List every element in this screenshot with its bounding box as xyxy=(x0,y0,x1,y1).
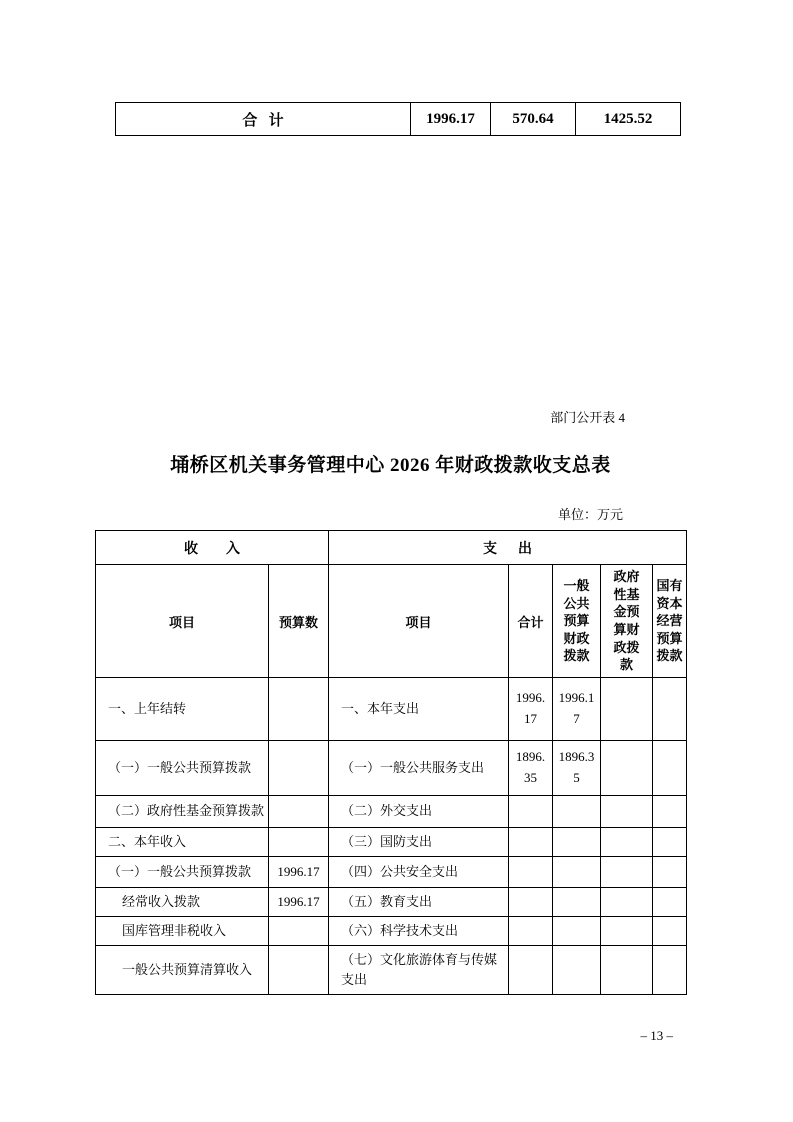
income-budget-cell xyxy=(269,828,329,857)
income-budget-cell xyxy=(269,917,329,946)
state-capital-cell xyxy=(653,946,687,995)
budget-table xyxy=(95,530,687,995)
expense-total-cell xyxy=(509,888,553,917)
expense-item-cell: （七）文化旅游体育与传媒支出 xyxy=(329,946,509,995)
income-budget-cell xyxy=(269,741,329,796)
income-budget-cell: 1996.17 xyxy=(269,857,329,888)
expense-item-cell: （四）公共安全支出 xyxy=(329,857,509,888)
table-note: 部门公开表 4 xyxy=(550,410,625,425)
income-item-cell: （一）一般公共预算拨款 xyxy=(96,857,269,888)
table-row xyxy=(96,741,687,796)
table-row xyxy=(96,828,687,857)
table-row xyxy=(96,678,687,741)
general-budget-cell: 1896.35 xyxy=(553,741,601,796)
state-capital-cell xyxy=(653,828,687,857)
income-budget-cell xyxy=(269,946,329,995)
general-budget-cell xyxy=(553,917,601,946)
expense-total-cell: 1896.35 xyxy=(509,741,553,796)
gov-fund-cell xyxy=(601,888,653,917)
general-budget-cell: 1996.17 xyxy=(553,678,601,741)
income-item-cell: 一般公共预算清算收入 xyxy=(96,946,269,995)
gov-fund-cell xyxy=(601,828,653,857)
income-budget-cell xyxy=(269,678,329,741)
page-number: – 13 – xyxy=(640,1028,673,1043)
income-item-cell: 经常收入拨款 xyxy=(96,888,269,917)
table-row xyxy=(96,857,687,888)
gov-fund-cell xyxy=(601,857,653,888)
income-item-cell: （一）一般公共预算拨款 xyxy=(96,741,269,796)
expense-total-cell: 1996.17 xyxy=(509,678,553,741)
table-row xyxy=(116,103,681,136)
gov-fund-budget-header: 政府性基金预算财政拨款 xyxy=(601,565,653,678)
carryover-total-table xyxy=(115,102,681,136)
gov-fund-cell xyxy=(601,678,653,741)
gov-fund-cell xyxy=(601,741,653,796)
state-capital-budget-header: 国有资本经营预算拨款 xyxy=(653,565,687,678)
expense-total-cell xyxy=(509,946,553,995)
state-capital-cell xyxy=(653,741,687,796)
expense-item-cell: （三）国防支出 xyxy=(329,828,509,857)
general-public-budget-header: 一般公共预算财政拨款 xyxy=(553,565,601,678)
total-label-cell: 合 计 xyxy=(116,103,411,136)
expense-total-cell xyxy=(509,857,553,888)
column-header-row xyxy=(96,565,687,678)
state-capital-cell xyxy=(653,678,687,741)
income-item-cell: （二）政府性基金预算拨款 xyxy=(96,796,269,828)
general-budget-cell xyxy=(553,857,601,888)
income-item-header: 项目 xyxy=(96,565,269,678)
gov-fund-cell xyxy=(601,946,653,995)
state-capital-cell xyxy=(653,796,687,828)
table-row xyxy=(96,888,687,917)
general-budget-cell xyxy=(553,888,601,917)
expense-item-cell: （一）一般公共服务支出 xyxy=(329,741,509,796)
income-section-header: 收 入 xyxy=(96,531,329,565)
state-capital-cell xyxy=(653,888,687,917)
general-budget-cell xyxy=(553,828,601,857)
expense-total-cell xyxy=(509,917,553,946)
unit-label: 单位：万元 xyxy=(557,507,623,522)
expense-total-header: 合计 xyxy=(509,565,553,678)
expense-total-cell xyxy=(509,796,553,828)
expense-total-cell xyxy=(509,828,553,857)
expense-item-cell: 一、本年支出 xyxy=(329,678,509,741)
general-budget-cell xyxy=(553,946,601,995)
section-header-row xyxy=(96,531,687,565)
income-budget-cell: 1996.17 xyxy=(269,888,329,917)
total-value-cell-1: 1996.17 xyxy=(411,103,491,136)
expense-item-header: 项目 xyxy=(329,565,509,678)
gov-fund-cell xyxy=(601,796,653,828)
expense-item-cell: （二）外交支出 xyxy=(329,796,509,828)
table-row xyxy=(96,946,687,995)
expense-item-cell: （五）教育支出 xyxy=(329,888,509,917)
table-row xyxy=(96,796,687,828)
page-title: 埇桥区机关事务管理中心 2026 年财政拨款收支总表 xyxy=(170,455,611,476)
income-budget-cell xyxy=(269,796,329,828)
general-budget-cell xyxy=(553,796,601,828)
state-capital-cell xyxy=(653,917,687,946)
income-budget-header: 预算数 xyxy=(269,565,329,678)
expense-section-header: 支 出 xyxy=(329,531,687,565)
table-row xyxy=(96,917,687,946)
total-value-cell-2: 570.64 xyxy=(491,103,576,136)
income-item-cell: 二、本年收入 xyxy=(96,828,269,857)
total-value-cell-3: 1425.52 xyxy=(576,103,681,136)
state-capital-cell xyxy=(653,857,687,888)
expense-item-cell: （六）科学技术支出 xyxy=(329,917,509,946)
income-item-cell: 一、上年结转 xyxy=(96,678,269,741)
gov-fund-cell xyxy=(601,917,653,946)
income-item-cell: 国库管理非税收入 xyxy=(96,917,269,946)
